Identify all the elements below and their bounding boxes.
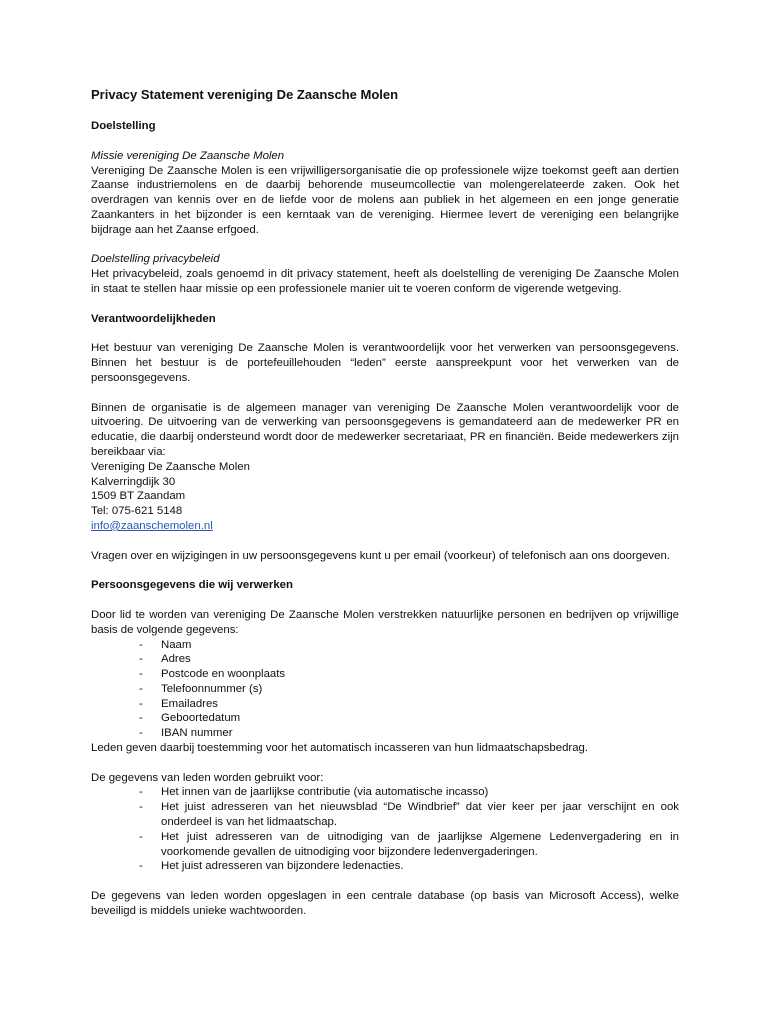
section-heading-persoonsgegevens: Persoonsgegevens die wij verwerken bbox=[91, 579, 293, 592]
list-item: - Adres bbox=[91, 652, 679, 667]
list-item: - Het juist adresseren van de uitnodiging van de jaarlijkse Algemene Ledenvergadering en in voorkomende gevallen de uitnodiging voor bijzondere ledenvergaderingen. bbox=[91, 830, 679, 860]
paragraph-bestuur: Het bestuur van vereniging De Zaansche Molen is verantwoordelijk voor het verwerken van persoonsgegevens. Binnen het bestuur is de portefeuillehouden “leden” eerste aanspreekpunt voor het verwerken van de persoonsgegevens. bbox=[91, 342, 679, 384]
section-heading-verantwoordelijkheden: Verantwoordelijkheden bbox=[91, 312, 216, 325]
page-title: Privacy Statement vereniging De Zaansche Molen bbox=[91, 87, 399, 102]
list-item: - Geboortedatum bbox=[91, 711, 679, 726]
paragraph-missie: Vereniging De Zaansche Molen is een vrijwilligersorganisatie die op professionele wijze toekomst geeft aan dertien Zaanse industriemolens en de daarbij behorende museumcollectie van molengerelateerde zaken. Ook het overdragen van kennis over en de liefde voor de molens aan publiek in het algemeen en een jonge generatie Zaankanters in het bijzonder is een kerntaak van de vereniging. Hiermee levert de vereniging een belangrijke bijdrage aan het Zaanse erfgoed. bbox=[91, 164, 679, 236]
gegevens-list bbox=[91, 638, 679, 742]
list-item: - Het innen van de jaarlijkse contributie (via automatische incasso) bbox=[91, 785, 679, 800]
paragraph-lid-worden: Door lid te worden van vereniging De Zaansche Molen verstrekken natuurlijke personen en bedrijven op vrijwillige basis de volgende gegevens: bbox=[91, 608, 679, 636]
gebruik-list bbox=[91, 785, 679, 874]
list-item: - IBAN nummer bbox=[91, 726, 679, 741]
address-phone: Tel: 075-621 5148 bbox=[91, 505, 183, 518]
paragraph-vragen: Vragen over en wijzigingen in uw persoonsgegevens kunt u per email (voorkeur) of telefonisch aan ons doorgeven. bbox=[91, 549, 670, 562]
subheading-missie: Missie vereniging De Zaansche Molen bbox=[91, 149, 285, 162]
list-item: - Telefoonnummer (s) bbox=[91, 682, 679, 697]
address-city: 1509 BT Zaandam bbox=[91, 490, 186, 503]
list-item: - Emailadres bbox=[91, 697, 679, 712]
section-heading-doelstelling: Doelstelling bbox=[91, 120, 156, 132]
address-name: Vereniging De Zaansche Molen bbox=[91, 460, 250, 473]
subheading-privacybeleid: Doelstelling privacybeleid bbox=[91, 253, 220, 266]
paragraph-toestemming: Leden geven daarbij toestemming voor het automatisch incasseren van hun lidmaatschapsbedrag. bbox=[91, 742, 589, 755]
list-item: - Postcode en woonplaats bbox=[91, 667, 679, 682]
address-street: Kalverringdijk 30 bbox=[91, 475, 176, 488]
paragraph-uitvoering: Binnen de organisatie is de algemeen manager van vereniging De Zaansche Molen verantwoordelijk voor de uitvoering. De uitvoering van de verwerking van persoonsgegevens is gemandateerd aan de medewerker PR en educatie, die daarbij ondersteund wordt door de medewerker secretariaat, PR en financiën. Beide medewerkers zijn bereikbaar via: bbox=[91, 401, 679, 458]
list-item: - Naam bbox=[91, 638, 679, 653]
paragraph-opslag: De gegevens van leden worden opgeslagen in een centrale database (op basis van Microsoft Access), welke beveiligd is middels unieke wachtwoorden. bbox=[91, 890, 679, 917]
paragraph-privacybeleid: Het privacybeleid, zoals genoemd in dit privacy statement, heeft als doelstelling de vereniging De Zaansche Molen in staat te stellen haar missie op een professionele manier uit te voeren conform de vigerende wetgeving. bbox=[91, 268, 679, 295]
email-link[interactable]: info@zaanschemolen.nl bbox=[91, 519, 213, 532]
list-item: - Het juist adresseren van het nieuwsblad “De Windbrief” dat vier keer per jaar verschijnt en ook onderdeel is van het lidmaatschap. bbox=[91, 800, 679, 830]
list-item: - Het juist adresseren van bijzondere ledenacties. bbox=[91, 859, 679, 874]
paragraph-gebruik-intro: De gegevens van leden worden gebruikt voor: bbox=[91, 771, 324, 784]
